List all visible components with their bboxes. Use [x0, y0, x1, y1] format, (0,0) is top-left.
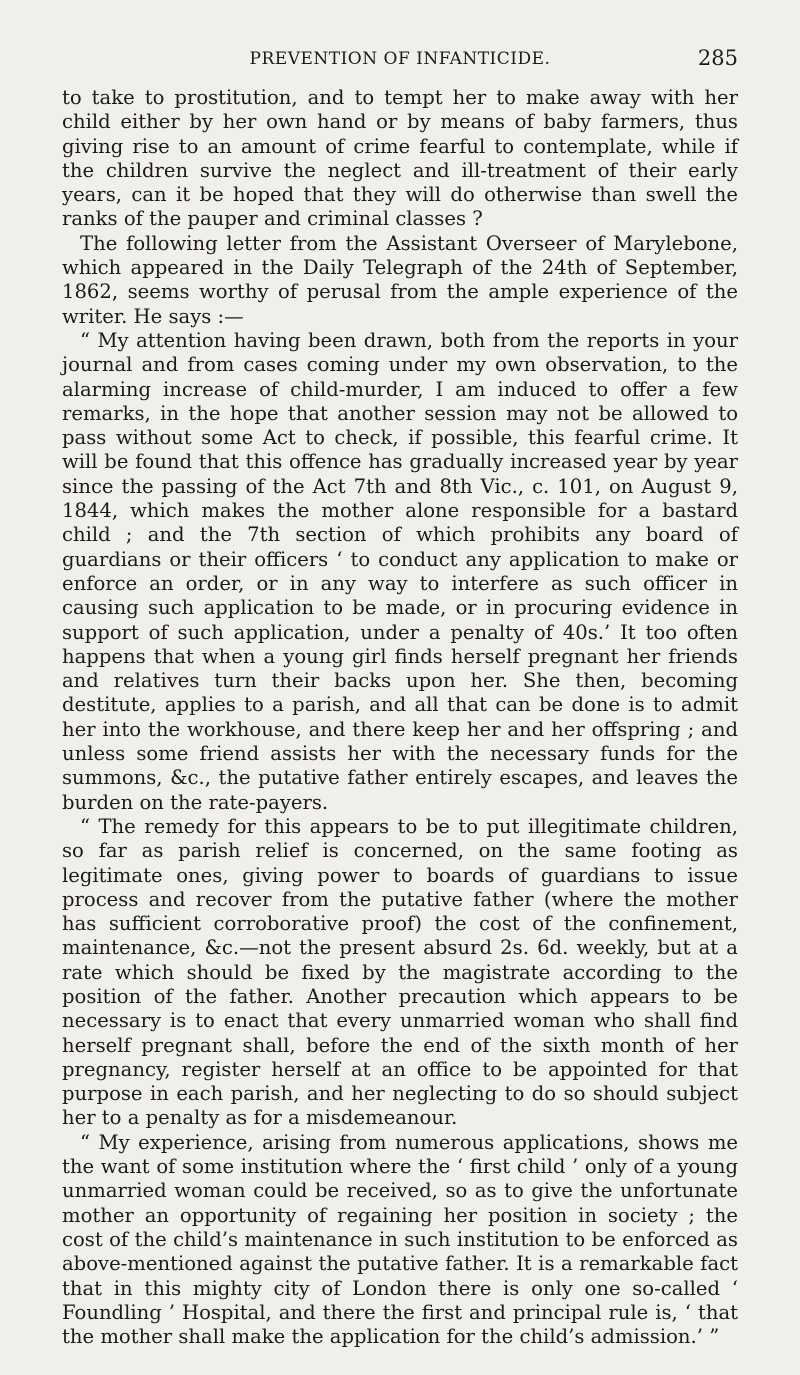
- paragraph-letter-1: “ My attention having been drawn, both from the reports in your journal and from cases coming under my own observation, to the alarming increase of child-murder, I am induced to offer a few remarks, in the hope that another session may not be allowed to pass without some Act to check, if possible, this fearful crime. It will be found that this offence has gradually increased year by year since the passing of the Act 7th and 8th Vic., c. 101, on August 9, 1844, which makes the mother alone responsible for a bastard child ; and the 7th section of which prohibits any board of guardians or their officers ‘ to conduct any application to make or enforce an order, or in any way to interfere as such officer in causing such application to be made, or in procuring evidence in support of such application, under a penalty of 40s.’ It too often happens that when a young girl finds herself pregnant her friends and relatives turn their backs upon her. She then, becoming destitute, applies to a parish, and all that can be done is to admit her into the workhouse, and there keep her and her offspring ; and unless some friend assists her with the necessary funds for the summons, &c., the putative father entirely escapes, and leaves the burden on the rate-payers.: [62, 328, 738, 814]
- paragraph-letter-intro: The following letter from the Assistant Overseer of Marylebone, which appeared in the Daily Telegraph of the 24th of September, 1862, seems worthy of perusal from the ample experience of the writer. He says :—: [62, 231, 738, 328]
- page-number: 285: [697, 46, 738, 70]
- body-text: [62, 86, 738, 1349]
- paragraph-letter-3: “ My experience, arising from numerous applications, shows me the want of some institution where the ‘ first child ’ only of a young unmarried woman could be received, so as to give the unfortunate mother an opportunity of regaining her position in society ; the cost of the child’s maintenance in such institution to be enforced as above-mentioned against the putative father. It is a remarkable fact that in this mighty city of London there is only one so-called ‘ Foundling ’ Hospital, and there the first and principal rule is, ‘ that the mother shall make the application for the child’s admission.’ ”: [62, 1130, 738, 1349]
- paragraph-continuation: to take to prostitution, and to tempt her to make away with her child either by her own hand or by means of baby farmers, thus giving rise to an amount of crime fearful to contemplate, while if the children survive the neglect and ill-treatment of their early years, can it be hoped that they will do otherwise than swell the ranks of the pauper and criminal classes ?: [62, 86, 738, 231]
- page-header: [62, 46, 738, 81]
- running-title: PREVENTION OF INFANTICIDE.: [249, 49, 551, 69]
- paragraph-letter-2: “ The remedy for this appears to be to put illegitimate children, so far as parish relief is concerned, on the same footing as legitimate ones, giving power to boards of guardians to issue process and recover from the putative father (where the mother has sufficient corroborative proof) the cost of the confinement, maintenance, &c.—not the present absurd 2s. 6d. weekly, but at a rate which should be fixed by the magistrate according to the position of the father. Another precaution which appears to be necessary is to enact that every unmarried woman who shall find herself pregnant shall, before the end of the sixth month of her pregnancy, register herself at an office to be appointed for that purpose in each parish, and her neglecting to do so should subject her to a penalty as for a misdemeanour.: [62, 814, 738, 1130]
